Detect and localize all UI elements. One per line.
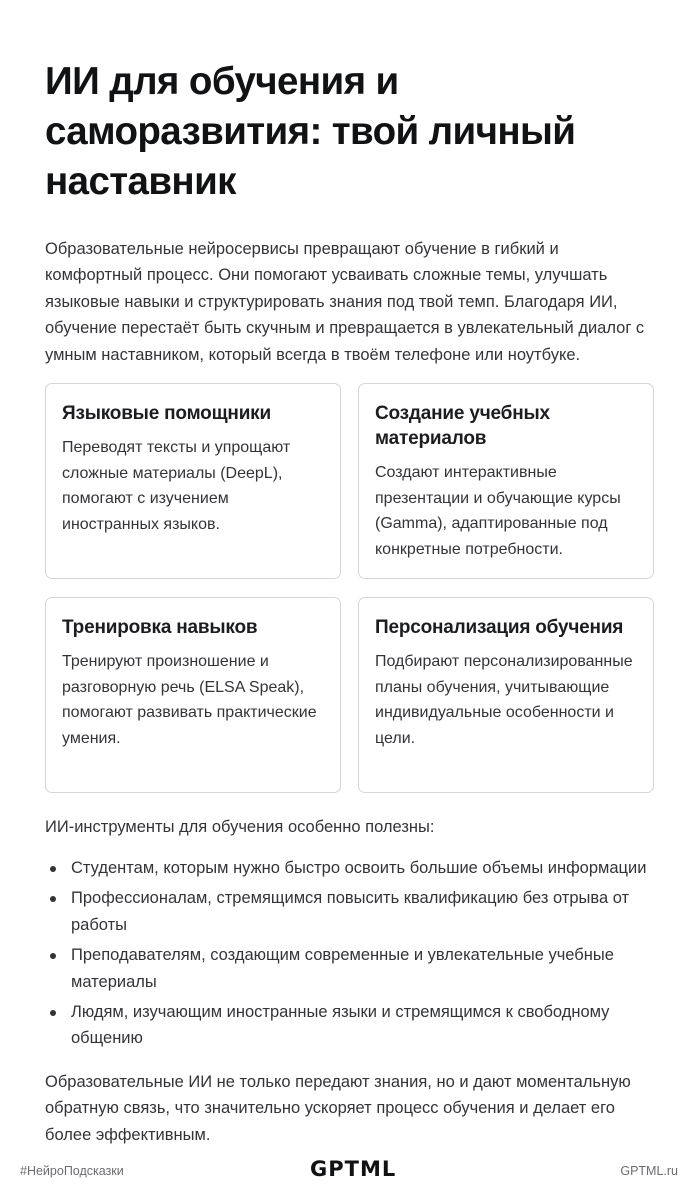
card-title: Тренировка навыков bbox=[62, 617, 258, 638]
bullet-icon bbox=[50, 953, 56, 959]
outro-paragraph: Образовательные ИИ не только передают знания, но и дают моментальную обратную связь, что значительно ускоряет процесс обучения и делает его более эффективным. bbox=[45, 1073, 631, 1144]
list-item bbox=[45, 885, 665, 938]
intro-paragraph: Образовательные нейросервисы превращают обучение в гибкий и комфортный процесс. Они помогают усваивать сложные темы, улучшать языковые навыки и структурировать знания под твой темп. Благодаря ИИ, обучение перестаёт быть скучным и превращается в увлекательный диалог с умным наставником, который всегда в твоём телефоне или ноутбуке. bbox=[45, 240, 645, 364]
bullet-list bbox=[45, 855, 665, 1056]
footer-hashtag: #НейроПодсказки bbox=[20, 1164, 124, 1178]
list-item-text: Студентам, которым нужно быстро освоить большие объемы информации bbox=[71, 859, 647, 877]
list-item bbox=[45, 855, 665, 881]
card-text: Подбирают персонализированные планы обучения, учитывающие индивидуальные особенности и цели. bbox=[375, 653, 633, 747]
list-lead: ИИ-инструменты для обучения особенно полезны: bbox=[45, 818, 435, 836]
card-learning-materials bbox=[358, 383, 654, 579]
list-item-text: Преподавателям, создающим современные и увлекательные учебные материалы bbox=[71, 946, 614, 991]
card-skills-training bbox=[45, 597, 341, 793]
card-title: Языковые помощники bbox=[62, 403, 271, 424]
bullet-icon bbox=[50, 896, 56, 902]
list-item-text: Профессионалам, стремящимся повысить квалификацию без отрыва от работы bbox=[71, 889, 630, 934]
list-item bbox=[45, 942, 665, 995]
bullet-icon bbox=[50, 1010, 56, 1016]
card-text: Тренируют произношение и разговорную речь (ELSA Speak), помогают развивать практические умения. bbox=[62, 653, 317, 747]
card-text: Создают интерактивные презентации и обучающие курсы (Gamma), адаптированные под конкретные потребности. bbox=[375, 464, 621, 558]
card-personalization bbox=[358, 597, 654, 793]
brand-logo: GPTML bbox=[310, 1157, 397, 1181]
footer-site-link[interactable]: GPTML.ru bbox=[620, 1164, 678, 1178]
list-item bbox=[45, 999, 665, 1052]
card-language-assistants bbox=[45, 383, 341, 579]
page-title: ИИ для обучения и саморазвития: твой личный наставник bbox=[45, 60, 576, 203]
card-text: Переводят тексты и упрощают сложные материалы (DeepL), помогают с изучением иностранных языков. bbox=[62, 439, 291, 533]
list-item-text: Людям, изучающим иностранные языки и стремящимся к свободному общению bbox=[71, 1003, 610, 1048]
card-title: Персонализация обучения bbox=[375, 617, 624, 638]
bullet-icon bbox=[50, 866, 56, 872]
card-title: Создание учебных материалов bbox=[375, 403, 550, 449]
